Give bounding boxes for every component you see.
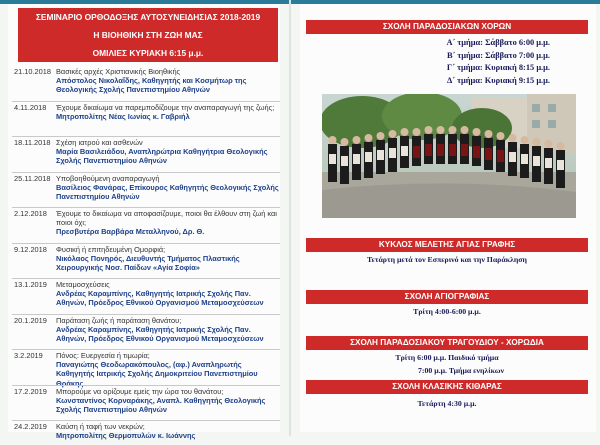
schedule-row <box>12 278 280 314</box>
singing-adults-time: 7:00 μ.μ. Τμήμα ενηλίκων <box>418 366 504 375</box>
lecture-date: 9.12.2018 <box>14 244 47 254</box>
lecture-date: 24.2.2019 <box>14 422 47 431</box>
schedule-row <box>12 243 280 279</box>
lecture-topic: Φυσική ή επιτηδευμένη Ομορφιά; <box>56 244 166 254</box>
schedule-row <box>12 172 280 208</box>
schedule-row <box>12 207 280 243</box>
schools-panel <box>300 4 596 432</box>
schedule-row <box>12 349 280 388</box>
guitar-school-title: ΣΧΟΛΗ ΚΛΑΣΙΚΗΣ ΚΙΘΑΡΑΣ <box>306 380 588 394</box>
dance-schedule <box>350 37 550 87</box>
lecture-speaker: Ανδρέας Καραμπίνης, Καθηγητής Ιατρικής Σχολής Παν. Αθηνών, Πρόεδρος Εθνικού Οργανισμού Μεταμοσχεύσεων <box>56 289 264 308</box>
dance-group-photo <box>322 94 576 218</box>
lecture-speaker: Απόστολος Νικολαΐδης, Καθηγητής και Κοσμήτωρ της Θεολογικής Σχολής Πανεπιστημίου Αθηνών <box>56 76 247 95</box>
schedule-row <box>12 314 280 350</box>
lecture-speaker: Μητροπολίτης Νέας Ιωνίας κ. Γαβριήλ <box>56 111 190 121</box>
lecture-topic: Υποβοηθούμενη αναπαραγωγή <box>56 173 160 183</box>
lecture-topic: Μεταμοσχεύσεις <box>56 280 110 289</box>
lecture-speaker: Νικόλαος Πονηρός, Διευθυντής Τμήματος Πλαστικής Χειρουργικής Νοσ. Παίδων «Αγία Σοφία» <box>56 253 240 272</box>
lecture-date: 3.2.2019 <box>14 351 43 360</box>
lecture-topic: Έχουμε δικαίωμα να παρεμποδίζουμε την αναπαραγωγή της ζωής; <box>56 102 275 112</box>
lecture-topic: Βασικές αρχές Χριστιανικής Βιοηθικής <box>56 67 181 76</box>
lecture-speaker: Βασίλειος Φανάρας, Επίκουρος Καθηγητής Θεολογικής Σχολής Πανεπιστημίου Αθηνών <box>56 182 279 201</box>
lecture-topic: Πόνος: Ευεργεσία ή τιμωρία; <box>56 351 150 360</box>
lecture-speaker: Ανδρέας Καραμπίνης, Καθηγητής Ιατρικής Σχολής Παν. Αθηνών, Πρόεδρος Εθνικού Οργανισμού Μεταμοσχεύσεων <box>56 324 264 343</box>
seminar-title: ΣΕΜΙΝΑΡΙΟ ΟΡΘΟΔΟΞΗΣ ΑΥΤΟΣΥΝΕΙΔΗΣΙΑΣ 2018-2019 <box>18 8 278 26</box>
lecture-speaker: Πρεσβυτέρα Βαρβάρα Μεταλληνού, Δρ. Θ. <box>56 227 205 236</box>
lecture-speaker: Παναγιώτης Θεοδωρακόπουλος, (αφ.) Αναπληρωτής Καθηγητής Ιατρικής Σχολής Δημοκριτείου Πανεπιστημίου Θράκης <box>56 360 258 388</box>
dance-line: Β΄ τμήμα: Σάββατο 7:00 μ.μ. <box>446 50 550 60</box>
schedule-row <box>12 66 280 101</box>
seminar-panel <box>8 4 280 440</box>
lecture-date: 18.11.2018 <box>14 138 51 147</box>
lecture-date: 21.10.2018 <box>14 67 51 76</box>
schedule-row <box>12 101 280 137</box>
lecture-speaker: Μητροπολίτης Θερμοπυλών κ. Ιωάννης <box>56 431 196 440</box>
bible-study-title: ΚΥΚΛΟΣ ΜΕΛΕΤΗΣ ΑΓΙΑΣ ΓΡΑΦΗΣ <box>306 238 588 252</box>
lecture-speaker: Μαρία Βασιλειάδου, Αναπληρώτρια Καθηγήτρια Θεολογικής Σχολής Πανεπιστημίου Αθηνών <box>56 147 268 166</box>
iconography-time: Τρίτη 4:00-6:00 μ.μ. <box>413 307 481 316</box>
lecture-topic: Σχέση ιατρού και ασθενών <box>56 138 143 147</box>
lecture-date: 20.1.2019 <box>14 315 47 325</box>
dance-line: Γ΄ τμήμα: Κυριακή 8:15 μ.μ. <box>446 63 550 72</box>
schedule-row <box>12 385 280 421</box>
lecture-date: 2.12.2018 <box>14 209 47 218</box>
lecture-topic: Παράταση ζωής ή παράταση θανάτου; <box>56 315 182 325</box>
schedule-row <box>12 420 280 445</box>
dance-line: Δ΄ τμήμα: Κυριακή 9:15 μ.μ. <box>446 75 550 85</box>
lecture-date: 4.11.2018 <box>14 102 47 112</box>
lecture-schedule <box>12 66 280 445</box>
lecture-topic: Μπορούμε να ορίζουμε εμείς την ώρα του θανάτου; <box>56 386 224 396</box>
dance-school-title: ΣΧΟΛΗ ΠΑΡΑΔΟΣΙΑΚΩΝ ΧΟΡΩΝ <box>306 20 588 34</box>
bible-study-time: Τετάρτη μετά τον Εσπερινό και την Παράκληση <box>367 255 527 264</box>
dance-photo-illustration <box>322 94 576 218</box>
singing-school-title: ΣΧΟΛΗ ΠΑΡΑΔΟΣΙΑΚΟΥ ΤΡΑΓΟΥΔΙΟΥ - ΧΟΡΩΔΙΑ <box>306 336 588 350</box>
seminar-time: ΟΜΙΛΙΕΣ ΚΥΡΙΑΚΗ 6:15 μ.μ. <box>18 44 278 62</box>
lecture-date: 25.11.2018 <box>14 173 51 183</box>
lecture-date: 17.2.2019 <box>14 386 47 396</box>
schedule-row <box>12 136 280 172</box>
guitar-school-time: Τετάρτη 4:30 μ.μ. <box>417 399 477 408</box>
iconography-title: ΣΧΟΛΗ ΑΓΙΟΓΡΑΦΙΑΣ <box>306 290 588 304</box>
fold-line <box>289 0 291 436</box>
lecture-topic: Έχουμε το δικαίωμα να αποφασίζουμε, ποιοι θα έλθουν στη ζωή και ποιοι όχι; <box>56 209 277 227</box>
singing-children-time: Τρίτη 6:00 μ.μ. Παιδικό τμήμα <box>395 353 499 362</box>
lecture-speaker: Κωνσταντίνος Κορναράκης, Αναπλ. Καθηγητής Θεολογικής Σχολής Πανεπιστημίου Αθηνών <box>56 395 266 414</box>
lecture-date: 13.1.2019 <box>14 280 47 289</box>
dance-line: Α΄ τμήμα: Σάββατο 6:00 μ.μ. <box>446 38 550 47</box>
seminar-subtitle: Η ΒΙΟΗΘΙΚΗ ΣΤΗ ΖΩΗ ΜΑΣ <box>18 26 278 44</box>
lecture-topic: Καύση ή ταφή των νεκρών; <box>56 422 145 431</box>
